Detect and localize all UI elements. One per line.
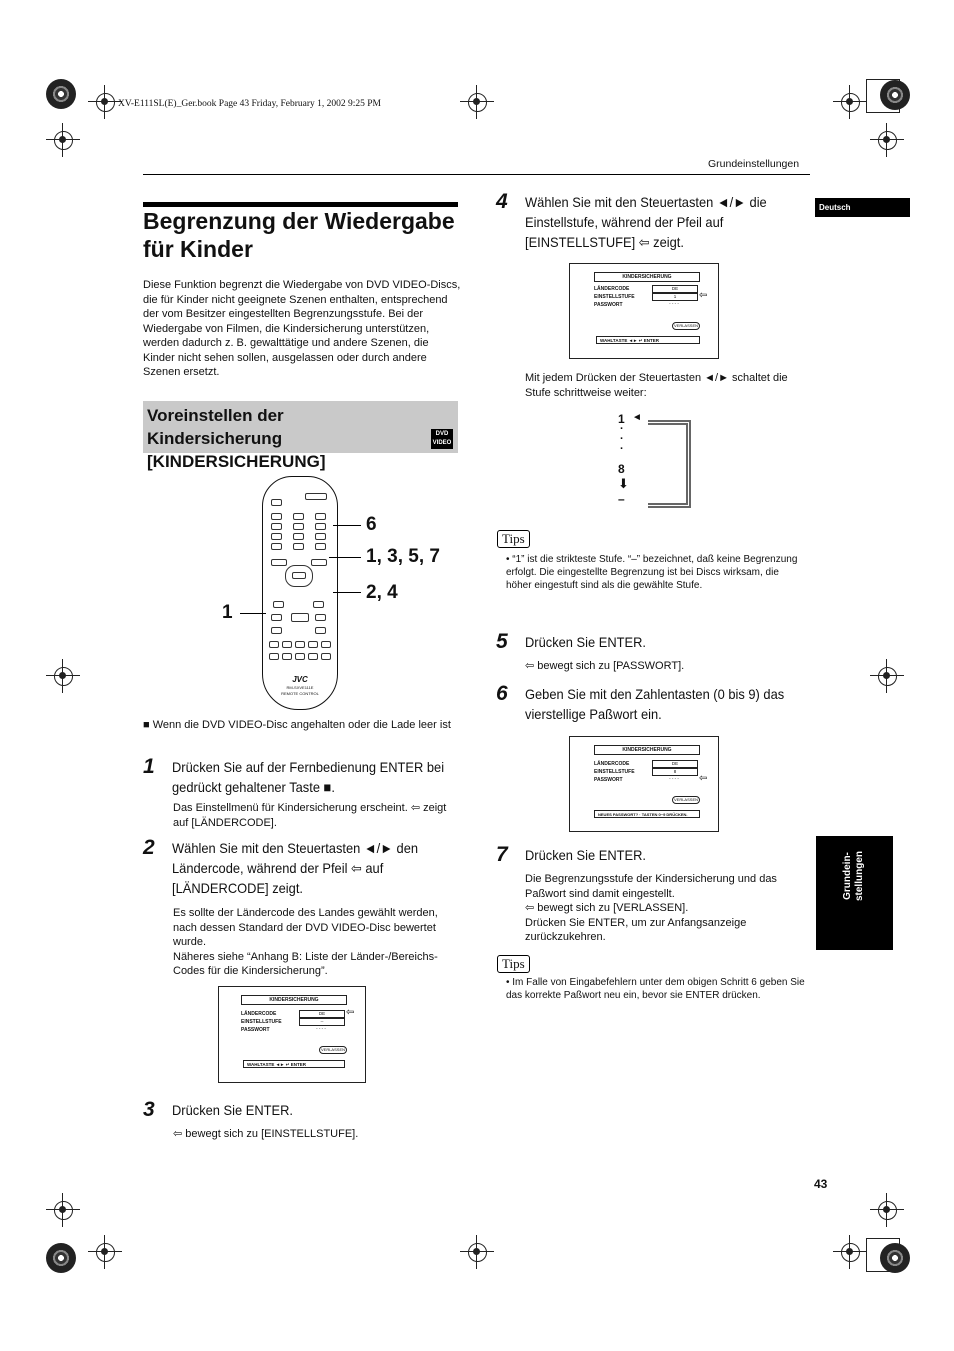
tip-1: • “1” ist die strikteste Stufe. “–” bezeichnet, daß keine Begrenzung erfolgt. Die eingestellte Begrenzung ist bei Discs wirksam, die höher eingestuft sind als die gewählte Stufe. xyxy=(506,554,798,591)
callout-leader xyxy=(240,613,266,614)
tips-heading xyxy=(497,530,530,548)
menu-level-field: 1 xyxy=(652,293,698,301)
registration-mark-icon xyxy=(460,1235,494,1269)
section-title: Voreinstellen der Kindersicherung [KINDERSICHERUNG] xyxy=(147,406,326,471)
registration-mark-icon xyxy=(88,1235,122,1269)
skip-key xyxy=(313,601,324,608)
callout-1357: 1, 3, 5, 7 xyxy=(366,546,440,567)
level-dots: · · · xyxy=(620,423,624,455)
play-key xyxy=(291,613,309,622)
menu-country-field: DE xyxy=(652,760,698,768)
section-heading-box xyxy=(143,401,458,471)
menu-level-field: -- xyxy=(299,1018,345,1026)
numeric-key xyxy=(271,543,282,550)
menu-key xyxy=(311,559,327,566)
numeric-key xyxy=(293,543,304,550)
step-number: 5 xyxy=(496,630,508,653)
open-close-button xyxy=(271,499,282,506)
remote-control-illustration xyxy=(262,476,338,710)
numeric-key xyxy=(293,513,304,520)
numeric-key xyxy=(315,523,326,530)
menu-footer: WAHLTASTE ◄► ↵ ENTER xyxy=(243,1060,345,1068)
step-number: 4 xyxy=(496,190,508,213)
numeric-key xyxy=(315,543,326,550)
step-3-sub: ⇦ bewegt sich zu [EINSTELLSTUFE]. xyxy=(173,1128,359,1140)
standby-button xyxy=(305,493,327,500)
cycle-arrow-icon: ◄ xyxy=(632,412,642,423)
tip-2: • Im Falle von Eingabefehlern unter dem obigen Schritt 6 geben Sie das korrekte Paßwort neu ein, bevor sie ENTER drücken. xyxy=(506,977,805,1001)
menu-password-label: PASSWORT xyxy=(241,1027,270,1033)
step-number: 7 xyxy=(496,843,508,866)
running-header: Grundeinstellungen xyxy=(708,158,800,170)
language-tab: Deutsch xyxy=(815,198,910,217)
function-key xyxy=(295,641,305,648)
callout-24: 2, 4 xyxy=(366,582,398,603)
registration-mark-icon xyxy=(833,85,867,119)
registration-mark-icon xyxy=(870,123,904,157)
level-cycle-diagram xyxy=(612,410,702,510)
numeric-key xyxy=(293,533,304,540)
function-key xyxy=(282,653,292,660)
remote-label: REMOTE CONTROL xyxy=(281,691,319,696)
menu-password-label: PASSWORT xyxy=(594,302,623,308)
registration-mark-icon xyxy=(460,85,494,119)
registration-disc-bl xyxy=(46,1243,76,1273)
function-key xyxy=(308,641,318,648)
step-text: Wählen Sie mit den Steuertasten ◄/► den Ländercode, während der Pfeil ⇦ auf [LÄNDERCODE] zeigt. xyxy=(172,840,419,896)
numeric-key xyxy=(293,523,304,530)
down-arrow-icon: ⬇ xyxy=(618,476,629,491)
numeric-key xyxy=(271,533,282,540)
menu-exit-button: VERLASSEN xyxy=(673,797,698,802)
level-bottom: – xyxy=(618,492,625,506)
menu-password-field: - - - - xyxy=(669,776,679,781)
step-7-sub: Die Begrenzungsstufe der Kindersicherung und das Paßwort sind damit eingestellt. ⇦ bewegt sich zu [VERLASSEN]. Drücken Sie ENTER, um zur Anfangsanzeige zurückzukehren. xyxy=(525,873,777,943)
menu-country-field: DE xyxy=(299,1010,345,1018)
menu-country-label: LÄNDERCODE xyxy=(241,1011,277,1017)
header-rule xyxy=(143,174,810,175)
condition-note: ■ Wenn die DVD VIDEO-Disc angehalten oder die Lade leer ist xyxy=(143,719,451,731)
menu-country-field: DE xyxy=(652,285,698,293)
level-top: 1 xyxy=(618,412,625,426)
registration-mark-icon xyxy=(833,1235,867,1269)
menu-country-label: LÄNDERCODE xyxy=(594,761,630,767)
registration-mark-icon xyxy=(88,85,122,119)
tips-label: Tips xyxy=(497,955,530,973)
registration-disc-tl xyxy=(46,79,76,109)
intro-paragraph: Diese Funktion begrenzt die Wiedergabe von DVD VIDEO-Discs, die für Kinder nicht geeignete Szenen enthalten, entsprechend der vom Besitzer eingestellten Begrenzungsstufe. Bei der Wiedergabe von Filmen, die Kindersicherung unterstützen, werden dadurch z. B. gewalttätige und andere Szenen, die Kinder nicht sehen sollen, ausgelassen oder durch andere Szenen ersetzt. xyxy=(143,279,461,378)
function-key xyxy=(308,653,318,660)
step-2-sub: Es sollte der Ländercode des Landes gewählt werden, nach dessen Standard der DVD VIDEO-Disc bewertet wurde. Näheres siehe “Anhang B: Liste der Länder-/Bereichs-Codes für die Kindersicherung”. xyxy=(173,907,438,977)
menu-footer: WAHLTASTE ◄► ↵ ENTER xyxy=(596,336,700,344)
step-5-sub: ⇦ bewegt sich zu [PASSWORT]. xyxy=(525,660,685,672)
step-number: 2 xyxy=(143,836,155,859)
enter-key xyxy=(292,572,306,579)
registration-mark-icon xyxy=(46,1193,80,1227)
cycle-bracket xyxy=(648,420,691,508)
side-tab xyxy=(816,836,893,950)
step-text: Drücken Sie ENTER. xyxy=(172,1102,293,1118)
callout-leader xyxy=(333,592,361,593)
step-4-sub: Mit jedem Drücken der Steuertasten ◄/► schaltet die Stufe schrittweise weiter: xyxy=(525,372,788,399)
step-number: 1 xyxy=(143,755,155,778)
pointer-arrow-icon: ⇦ xyxy=(699,773,708,784)
function-key xyxy=(271,627,282,634)
function-key xyxy=(321,653,331,660)
function-key xyxy=(269,653,279,660)
menu-exit-button: VERLASSEN xyxy=(320,1047,345,1052)
skip-key xyxy=(273,601,284,608)
menu-exit-button: VERLASSEN xyxy=(673,323,698,328)
menu-title: KINDERSICHERUNG xyxy=(241,995,347,1005)
function-key xyxy=(315,627,326,634)
menu-level-label: EINSTELLSTUFE xyxy=(241,1019,282,1025)
numeric-key xyxy=(271,523,282,530)
numeric-key xyxy=(315,513,326,520)
function-key xyxy=(269,641,279,648)
pointer-arrow-icon: ⇦ xyxy=(346,1007,355,1018)
level-eight: 8 xyxy=(618,462,625,476)
registration-disc-tr xyxy=(880,80,910,110)
menu-country-label: LÄNDERCODE xyxy=(594,286,630,292)
menu-level-field: 8 xyxy=(652,768,698,776)
function-key xyxy=(321,641,331,648)
page-title: Begrenzung der Wiedergabe für Kinder xyxy=(143,208,455,262)
side-tab-label: Grundein- stellungen xyxy=(842,851,865,902)
menu-level-label: EINSTELLSTUFE xyxy=(594,294,635,300)
callout-1: 1 xyxy=(222,602,233,623)
menu-screen-3 xyxy=(569,736,719,832)
callout-6: 6 xyxy=(366,514,377,535)
book-line: XV-E111SL(E)_Ger.book Page 43 Friday, February 1, 2002 9:25 PM xyxy=(118,99,381,109)
pause-key xyxy=(315,614,326,621)
remote-model: RM-SXVE111E xyxy=(286,685,314,690)
step-text: Drücken Sie ENTER. xyxy=(525,847,646,863)
numeric-key xyxy=(315,533,326,540)
numeric-key xyxy=(271,513,282,520)
page-number: 43 xyxy=(814,1177,828,1191)
step-text: Drücken Sie ENTER. xyxy=(525,634,646,650)
pointer-arrow-icon: ⇦ xyxy=(699,290,708,301)
menu-password-field: - - - - xyxy=(316,1026,326,1031)
menu-screen-2 xyxy=(569,263,719,359)
step-text: Geben Sie mit den Zahlentasten (0 bis 9) das vierstellige Paßwort ein. xyxy=(525,686,785,722)
step-number: 6 xyxy=(496,682,508,705)
menu-footer: NEUES PASSWORT? · TASTEN 0~9 DRÜCKEN. xyxy=(594,810,700,818)
step-1-sub: Das Einstellmenü für Kindersicherung erscheint. ⇦ zeigt auf [LÄNDERCODE]. xyxy=(173,802,447,829)
registration-mark-icon xyxy=(870,659,904,693)
registration-disc-br xyxy=(880,1243,910,1273)
tips-heading xyxy=(497,955,530,973)
step-text: Wählen Sie mit den Steuertasten ◄/► die Einstellstufe, während der Pfeil auf [EINSTELLSTUFE] ⇦ zeigt. xyxy=(525,194,767,250)
remote-brand: JVC xyxy=(292,675,308,684)
menu-key xyxy=(271,559,287,566)
menu-level-label: EINSTELLSTUFE xyxy=(594,769,635,775)
dvd-video-logo: DVD VIDEO xyxy=(431,429,453,449)
menu-title: KINDERSICHERUNG xyxy=(594,745,700,755)
menu-title: KINDERSICHERUNG xyxy=(594,272,700,282)
callout-leader xyxy=(329,557,361,558)
menu-password-label: PASSWORT xyxy=(594,777,623,783)
step-text: Drücken Sie auf der Fernbedienung ENTER bei gedrückt gehaltener Taste ■. xyxy=(172,759,445,795)
menu-screen-1 xyxy=(218,986,366,1083)
tips-label: Tips xyxy=(497,530,530,548)
registration-mark-icon xyxy=(46,659,80,693)
menu-password-field: - - - - xyxy=(669,301,679,306)
callout-leader xyxy=(333,525,361,526)
function-key xyxy=(282,641,292,648)
stop-key xyxy=(271,614,282,621)
function-key xyxy=(295,653,305,660)
registration-mark-icon xyxy=(46,123,80,157)
registration-mark-icon xyxy=(870,1193,904,1227)
step-number: 3 xyxy=(143,1098,155,1121)
